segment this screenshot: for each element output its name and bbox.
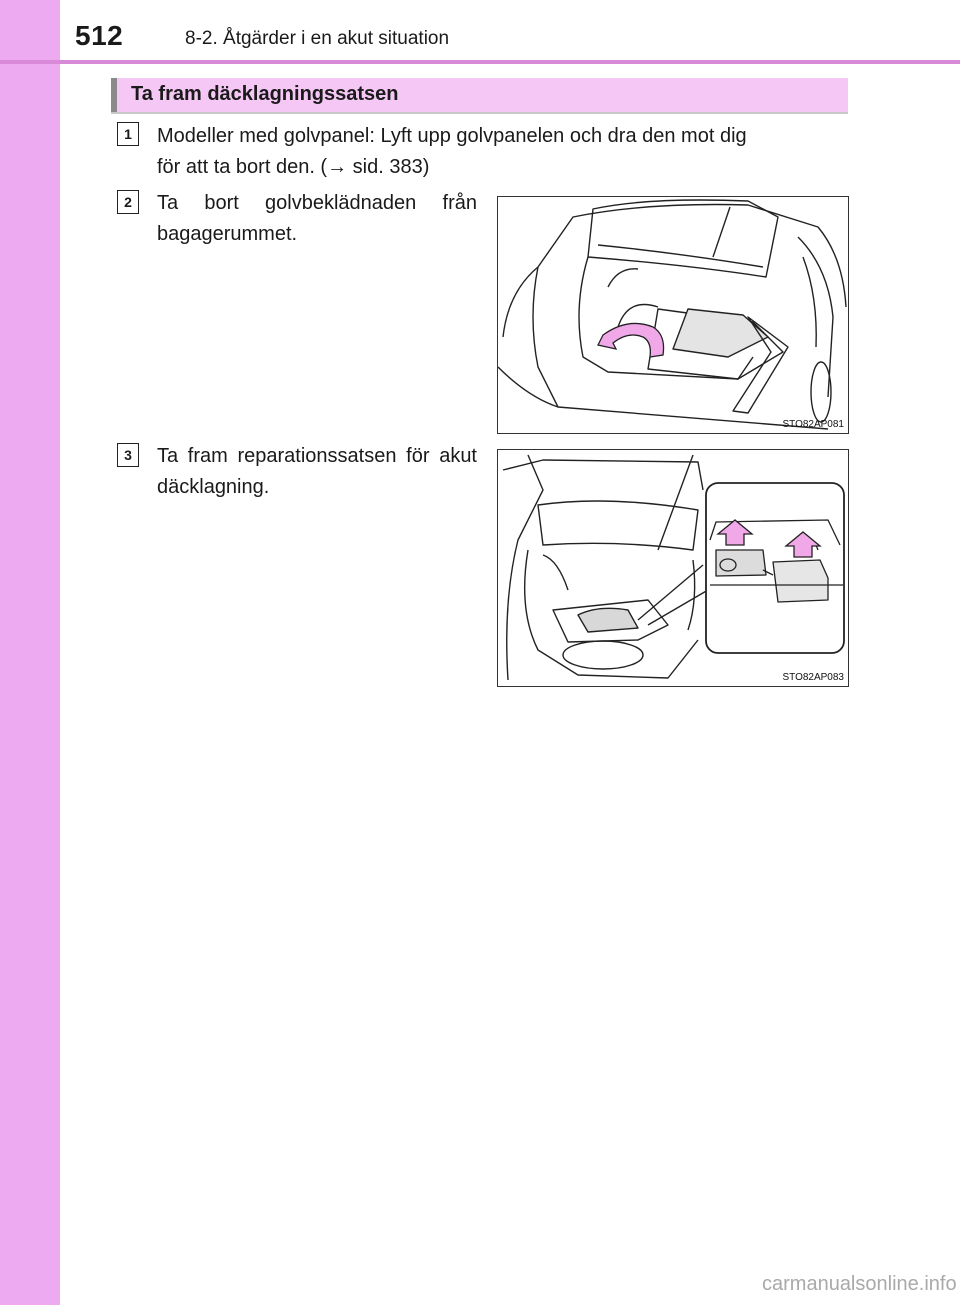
figure-trunk-floor-cover [497,196,849,434]
step-1-line-2-prefix: för att ta bort den. ( [157,156,328,178]
figure-code: STO82AP083 [782,672,844,683]
section-heading: Ta fram däcklagningssatsen [131,83,399,105]
step-2-number: 2 [117,190,139,214]
step-2-text: Ta bort golvbeklädnaden från bagagerummet. [157,192,477,245]
arrow-right-icon: → [327,156,348,178]
step-1-line-1: Modeller med golvpanel: Lyft upp golvpanelen och dra den mot dig [157,125,747,147]
watermark: carmanualsonline.info [762,1273,957,1295]
heading-accent [111,78,117,112]
section-heading-bar [111,78,848,114]
step-1-number: 1 [117,122,139,146]
step-1-text [157,121,857,183]
lift-arrow-icon [598,323,664,357]
step-1-page-ref[interactable]: sid. 383) [347,156,430,178]
step-3-text: Ta fram reparationssatsen för akut däcklagning. [157,445,477,498]
repair-kit-illustration [498,450,848,686]
figure-repair-kit [497,449,849,687]
figure-code: STO82AP081 [782,419,844,430]
page-number: 512 [75,20,124,51]
section-title: 8-2. Åtgärder i en akut situation [185,28,450,49]
step-3-number: 3 [117,443,139,467]
step-1-line-2 [157,152,857,183]
header-rule [0,60,960,64]
trunk-illustration [498,197,848,433]
chapter-sidebar [0,0,60,1305]
